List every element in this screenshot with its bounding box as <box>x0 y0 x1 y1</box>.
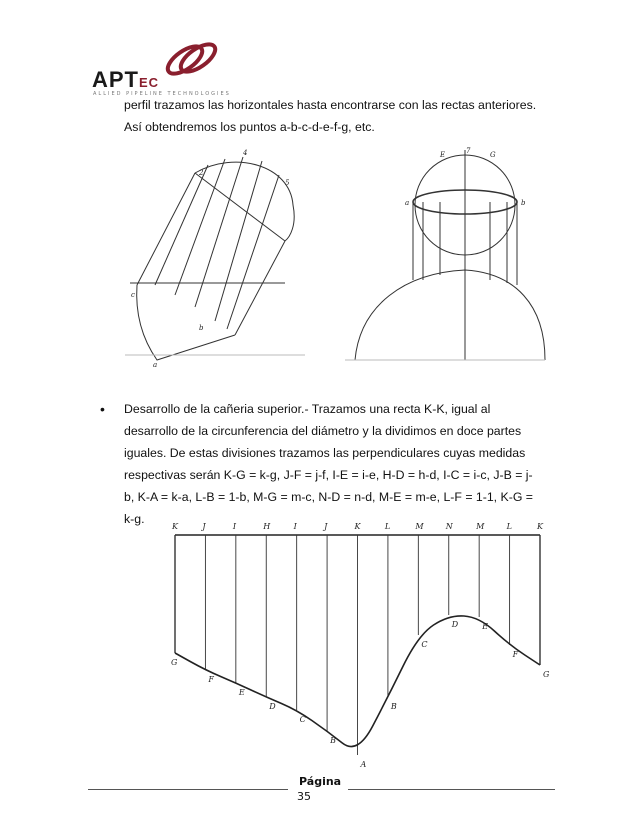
paragraph-line-1: perfil trazamos las horizontales hasta encontrarse con las rectas anteriores. <box>124 98 537 112</box>
svg-text:b: b <box>521 199 526 207</box>
svg-text:G: G <box>490 151 496 159</box>
bullet-line-2: desarrollo de la circunferencia del diámetro y la dividimos en doce partes <box>124 424 522 438</box>
top-division-label: L <box>506 522 512 531</box>
svg-text:4: 4 <box>243 149 248 157</box>
curve-point-label: D <box>451 620 459 629</box>
curve-point-label: F <box>512 650 519 659</box>
bullet-line-3: iguales. De estas divisiones trazamos las perpendiculares cuyas medidas <box>124 446 526 460</box>
company-logo <box>92 67 159 93</box>
curve-point-label: G <box>171 658 178 667</box>
top-division-label: H <box>263 522 271 531</box>
bullet-line-5: b, K-A = k-a, L-B = 1-b, M-G = m-c, N-D = n-d, M-E = m-e, L-F = 1-1, K-G = <box>124 490 533 504</box>
top-division-label: K <box>354 522 361 531</box>
bullet-line-6: k-g. <box>124 512 145 526</box>
svg-text:2: 2 <box>199 169 204 177</box>
curve-point-label: B <box>330 736 336 745</box>
logo-tagline: ALLIED PIPELINE TECHNOLOGIES <box>93 91 231 97</box>
curve-point-label: A <box>360 760 367 769</box>
curve-point-label: E <box>238 688 245 697</box>
top-division-label: N <box>445 522 453 531</box>
svg-text:a: a <box>405 199 410 207</box>
top-division-label: K <box>537 522 543 531</box>
top-division-label: I <box>232 522 237 531</box>
footer-page-number: 35 <box>297 790 311 803</box>
svg-text:b: b <box>199 324 204 332</box>
svg-text:7: 7 <box>466 147 471 155</box>
oblique-pipe-figure <box>125 145 320 370</box>
bullet-marker: • <box>100 401 105 417</box>
logo-main: APT <box>92 67 139 92</box>
svg-text:5: 5 <box>285 179 290 187</box>
curve-point-label: C <box>421 640 428 649</box>
curve-point-label: F <box>208 675 214 684</box>
branch-pipe-figure <box>345 145 545 370</box>
pipe-development-figure <box>165 515 550 769</box>
footer-page-label: Página <box>299 775 342 788</box>
top-division-label: J <box>202 522 206 531</box>
logo-sub: EC <box>139 75 160 90</box>
curve-point-label: E <box>482 622 489 631</box>
top-division-label: M <box>476 522 485 531</box>
svg-text:c: c <box>131 291 135 299</box>
top-division-label: I <box>293 522 297 531</box>
bullet-line-4: respectivas serán K-G = k-g, J-F = j-f, I-E = i-e, H-D = h-d, I-C = i-c, J-B = j- <box>124 468 533 482</box>
top-division-label: J <box>324 522 328 531</box>
curve-point-label: B <box>390 702 397 711</box>
paragraph-line-2: Así obtendremos los puntos a-b-c-d-e-f-g, etc. <box>124 120 375 134</box>
svg-text:E: E <box>440 151 446 159</box>
curve-point-label: G <box>543 670 550 679</box>
bullet-line-1: Desarrollo de la cañeria superior.- Trazamos una recta K-K, igual al <box>124 402 491 416</box>
svg-text:a: a <box>153 361 158 369</box>
top-division-label: L <box>384 522 391 531</box>
curve-point-label: C <box>299 715 306 724</box>
footer-rule-right <box>348 789 555 790</box>
top-division-label: K <box>172 522 178 531</box>
footer-rule-left <box>88 789 288 790</box>
top-division-label: M <box>415 522 424 531</box>
curve-point-label: D <box>269 702 276 711</box>
